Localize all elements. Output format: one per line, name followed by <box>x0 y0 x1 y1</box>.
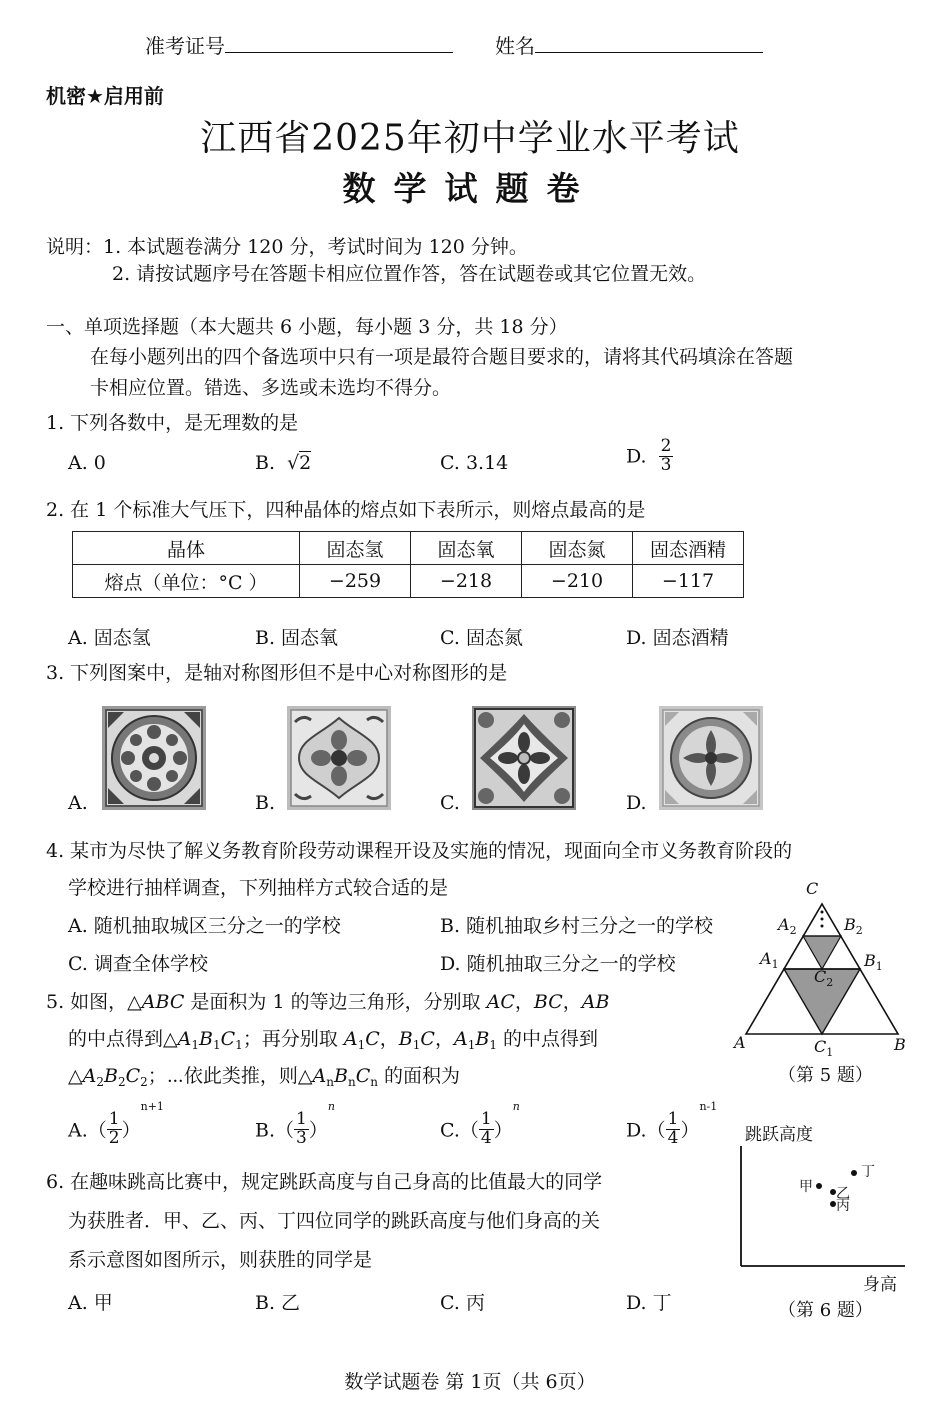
q6-scatter-figure <box>735 1118 910 1298</box>
label-A1: $A_1$ <box>760 949 779 971</box>
q2-option-c: C. 固态氮 <box>440 627 523 649</box>
q4-option-a: A. 随机抽取城区三分之一的学校 <box>68 915 341 937</box>
q2-stem: 2. 在 1 个标准大气压下，四种晶体的熔点如下表所示，则熔点最高的是 <box>46 499 646 521</box>
q1-stem: 1. 下列各数中，是无理数的是 <box>46 412 299 434</box>
name-label: 姓名 <box>495 34 535 58</box>
tile-pattern-b <box>287 706 391 810</box>
table-header-cell: 固态酒精 <box>633 532 744 565</box>
q6-option-b: B. 乙 <box>255 1292 301 1314</box>
label-C1: $C_1$ <box>814 1037 834 1058</box>
table-header-cell: 固态氢 <box>300 532 411 565</box>
q6-caption: （第 6 题） <box>778 1300 873 1321</box>
page-footer: 数学试题卷 第 1页（共 6页） <box>344 1371 596 1393</box>
table-header-cell: 固态氮 <box>522 532 633 565</box>
q6-option-d: D. 丁 <box>626 1292 672 1314</box>
table-header-row <box>73 532 744 565</box>
q6-option-c: C. 丙 <box>440 1292 485 1314</box>
table-cell: −117 <box>633 565 744 598</box>
q5-option-a: A.（ $\frac{1}{2}$ ）$^{n+1}$ <box>68 1100 164 1148</box>
q4-stem-2: 学校进行抽样调查，下列抽样方式较合适的是 <box>68 877 449 899</box>
q6-stem-1: 6. 在趣味跳高比赛中，规定跳跃高度与自己身高的比值最大的同学 <box>46 1171 603 1193</box>
q2-option-d: D. 固态酒精 <box>626 627 729 649</box>
q3-label-a: A. <box>68 792 88 814</box>
q4-option-b: B. 随机抽取乡村三分之一的学校 <box>440 915 714 937</box>
table-header-cell: 固态氧 <box>411 532 522 565</box>
label-B2: $B_2$ <box>844 915 863 937</box>
point-label-jia: 甲 <box>799 1179 813 1195</box>
melting-point-table <box>72 531 744 598</box>
tile-pattern-a <box>102 706 206 810</box>
sqrt-radicand: 2 <box>299 452 312 474</box>
table-header-cell: 晶体 <box>73 532 300 565</box>
q4-option-d: D. 随机抽取三分之一的学校 <box>440 953 676 975</box>
label-C: C <box>806 879 819 898</box>
q2-option-a: A. 固态氢 <box>68 627 151 649</box>
q3-label-d: D. <box>626 792 647 814</box>
q3-label-b: B. <box>255 792 276 814</box>
q3-label-c: C. <box>440 792 460 814</box>
instruction-2: 2. 请按试题序号在答题卡相应位置作答，答在试题卷或其它位置无效。 <box>112 263 707 285</box>
tile-pattern-c <box>472 706 576 810</box>
q5-caption: （第 5 题） <box>778 1065 873 1086</box>
table-row-label: 熔点（单位：°C ） <box>73 565 300 598</box>
q1-option-c: C. 3.14 <box>440 452 509 474</box>
tile-pattern-d <box>659 706 763 810</box>
section-desc-1: 在每小题列出的四个备选项中只有一项是最符合题目要求的，请将其代码填涂在答题 <box>90 346 794 368</box>
q4-option-c: C. 调查全体学校 <box>68 953 208 975</box>
point-ding <box>851 1170 857 1176</box>
instruction-label: 说明： <box>46 236 104 258</box>
table-row <box>73 565 744 598</box>
y-axis-label: 跳跃高度 <box>745 1125 813 1145</box>
q5-option-d: D.（ $\frac{1}{4}$ ）$^{n-1}$ <box>626 1100 718 1148</box>
page-subtitle: 数学试题卷 <box>342 169 598 208</box>
instruction-1: 说明：1. 本试题卷满分 120 分，考试时间为 120 分钟。 <box>46 236 528 258</box>
label-A: A <box>734 1033 746 1052</box>
q3-stem: 3. 下列图案中，是轴对称图形但不是中心对称图形的是 <box>46 662 508 684</box>
q6-stem-2: 为获胜者．甲、乙、丙、丁四位同学的跳跃高度与他们身高的关 <box>68 1210 601 1232</box>
q5-stem-2: 的中点得到$\triangle A_1B_1C_1$；再分别取 $A_1C$，$B_1C$，$A_1B_1$ 的中点得到 <box>68 1028 598 1052</box>
q5-option-c: C.（ $\frac{1}{4}$ ）$^n$ <box>440 1100 520 1148</box>
q2-option-b: B. 固态氧 <box>255 627 339 649</box>
q5-option-b: B.（ $\frac{1}{3}$ ）$^n$ <box>255 1100 335 1148</box>
q5-stem-3: $\triangle A_2B_2C_2$；⋯依此类推，则$\triangle A_nB_nC_n$ 的面积为 <box>68 1065 461 1089</box>
exam-number-field <box>145 30 453 59</box>
point-label-bing: 丙 <box>836 1198 850 1214</box>
secret-label: 机密★启用前 <box>46 84 164 108</box>
q1-option-b: B. √2 <box>255 452 312 474</box>
q5-triangle-figure <box>726 878 916 1058</box>
name-field <box>495 30 763 59</box>
exam-number-label: 准考证号 <box>145 34 225 58</box>
point-jia <box>816 1183 822 1189</box>
q1-option-a: A. 0 <box>68 452 106 474</box>
section-heading: 一、单项选择题（本大题共 6 小题，每小题 3 分，共 18 分） <box>46 316 568 338</box>
q4-stem-1: 4. 某市为尽快了解义务教育阶段劳动课程开设及实施的情况，现面向全市义务教育阶段的 <box>46 840 793 862</box>
label-C2: $C_2$ <box>814 967 834 989</box>
table-cell: −259 <box>300 565 411 598</box>
point-label-yi: 乙 <box>836 1186 850 1202</box>
label-B: B <box>894 1035 906 1054</box>
label-A2: $A_2$ <box>778 915 797 937</box>
q1-option-d: D. $\frac{2}{3}$ <box>626 436 672 475</box>
table-cell: −210 <box>522 565 633 598</box>
q6-option-a: A. 甲 <box>68 1292 113 1314</box>
q6-stem-3: 系示意图如图所示，则获胜的同学是 <box>68 1249 373 1271</box>
label-B1: $B_1$ <box>864 951 883 973</box>
point-label-ding: 丁 <box>861 1164 875 1180</box>
section-desc-2: 卡相应位置。错选、多选或未选均不得分。 <box>90 377 452 399</box>
q5-stem-1: 5. 如图，△ABC 是面积为 1 的等边三角形，分别取 AC，BC，AB <box>46 991 610 1013</box>
x-axis-label: 身高 <box>863 1275 897 1295</box>
table-cell: −218 <box>411 565 522 598</box>
page-title: 江西省2025年初中学业水平考试 <box>200 118 740 159</box>
